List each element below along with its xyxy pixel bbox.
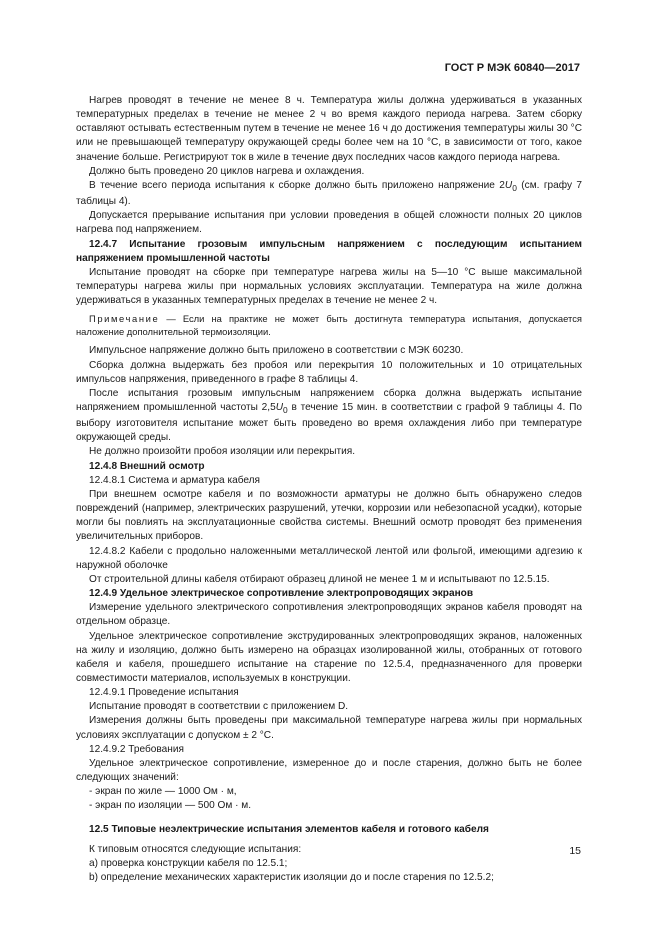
symbol-u: U: [275, 401, 284, 413]
subsection-heading: 12.4.8.2 Кабели с продольно наложенными металлической лентой или фольгой, имеющими адгезию к наружной оболочке: [76, 545, 582, 571]
symbol-subscript: 0: [512, 182, 517, 193]
subsection-heading: 12.4.8.1 Система и арматура кабеля: [89, 474, 260, 486]
text-run: В течение всего периода испытания к сборке должно быть приложено напряжение 2: [89, 179, 505, 191]
subsection-heading: 12.4.9.1 Проведение испытания: [89, 687, 239, 699]
paragraph: Допускается прерывание испытания при условии проведения в общей сложности полных 20 циклов нагрева под напряжением.: [76, 210, 582, 236]
paragraph: [76, 387, 582, 446]
list-item: a) проверка конструкции кабеля по 12.5.1;: [89, 857, 288, 869]
paragraph: [76, 179, 582, 209]
paragraph: Удельное электрическое сопротивление экструдированных электропроводящих экранов, наложенных на жилу и изоляцию, должно быть измерено на образцах изолированной жилы, отобранных от готового кабеля и кабеля, прошедшего испытание на старение по 12.5.4, предназначенного для проверки совместимости материалов, используемых в конструкции.: [76, 630, 582, 684]
list-item: b) определение механических характеристик изоляции до и после старения по 12.5.2;: [89, 872, 494, 883]
paragraph: Сборка должна выдержать без пробоя или перекрытия 10 положительных и 10 отрицательных импульсов напряжения, приведенного в графе 8 таблицы 4.: [76, 359, 582, 385]
paragraph: От строительной длины кабеля отбирают образец длиной не менее 1 м и испытывают по 12.5.15.: [89, 573, 550, 585]
section-heading: 12.4.9 Удельное электрическое сопротивление электропроводящих экранов: [89, 588, 474, 600]
note: [76, 313, 582, 338]
paragraph: Измерения должны быть проведены при максимальной температуре нагрева жилы при нормальных условиях эксплуатации с допуском ± 2 °C.: [76, 715, 582, 741]
paragraph: Удельное электрическое сопротивление, измеренное до и после старения, должно быть не более следующих значений:: [76, 757, 582, 784]
paragraph: Измерение удельного электрического сопротивления электропроводящих экранов кабеля проводят на отдельном образце.: [76, 602, 582, 628]
paragraph: При внешнем осмотре кабеля и по возможности арматуры не должно быть обнаружено следов повреждений (например, электрических разрушений, утечки, коррозии или небезопасной усадки), которые могли бы повлиять на эксплуатационные свойства системы. Внешний осмотр проводят без применения увеличительных приборов.: [76, 488, 582, 543]
paragraph: Импульсное напряжение должно быть приложено в соответствии с МЭК 60230.: [89, 345, 464, 357]
paragraph: Испытание проводят в соответствии с приложением D.: [89, 701, 349, 713]
list-item: - экран по жиле — 1000 Ом · м,: [89, 786, 237, 798]
note-label: Примечание: [89, 313, 160, 325]
paragraph: Должно быть проведено 20 циклов нагрева и охлаждения.: [89, 165, 365, 177]
document-header: ГОСТ Р МЭК 60840—2017: [444, 62, 580, 74]
paragraph: К типовым относятся следующие испытания:: [89, 843, 302, 855]
section-heading: 12.4.8 Внешний осмотр: [89, 460, 205, 472]
symbol-u: U: [504, 179, 513, 191]
symbol-subscript: 0: [283, 405, 288, 415]
text-run: После испытания грозовым импульсным напряжением сборка должна выдержать испытание напряжением промышленной частоты 2,5: [76, 387, 582, 413]
paragraph: Нагрев проводят в течение не менее 8 ч. Температура жилы должна удерживаться в указанных температурных пределах в течение не менее 2 ч во время каждого периода нагрева. Затем сборку оставляют остывать естественным путем в течение не менее 16 ч до достижения температуры жилы 30 °C или не превышающей температуру окружающей среды более чем на 10 °C, в зависимости от того, какое значение больше. Регистрируют ток в жиле в течение двух последних часов каждого периода нагрева.: [76, 95, 582, 163]
section-heading: 12.5 Типовые неэлектрические испытания элементов кабеля и готового кабеля: [89, 823, 489, 835]
section-heading: 12.4.7 Испытание грозовым импульсным напряжением с последующим испытанием напряжением промышленной частоты: [76, 238, 582, 264]
paragraph: Не должно произойти пробоя изоляции или перекрытия.: [89, 446, 356, 458]
paragraph: Испытание проводят на сборке при температуре нагрева жилы на 5—10 °C выше максимальной температуры нагрева жилы при нормальных условиях эксплуатации. Температура на жиле должна удерживаться в указанных температурных пределах в течение не менее 2 ч.: [76, 266, 582, 307]
text-run: в течение 15 мин. в соответствии с графой 9 таблицы 4. По выбору изготовителя испытание может быть проведено во время охлаждения либо при температуре окружающей среды.: [76, 401, 582, 444]
page-body: [76, 94, 582, 885]
page-number: 15: [569, 845, 581, 857]
text-run: (см. графу 7 таблицы 4).: [76, 179, 583, 208]
list-item: - экран по изоляции — 500 Ом · м.: [89, 800, 252, 812]
note-text: — Если на практике не может быть достигнута температура испытания, допускается наложение дополнительной термоизоляции.: [76, 313, 582, 337]
subsection-heading: 12.4.9.2 Требования: [89, 743, 184, 755]
